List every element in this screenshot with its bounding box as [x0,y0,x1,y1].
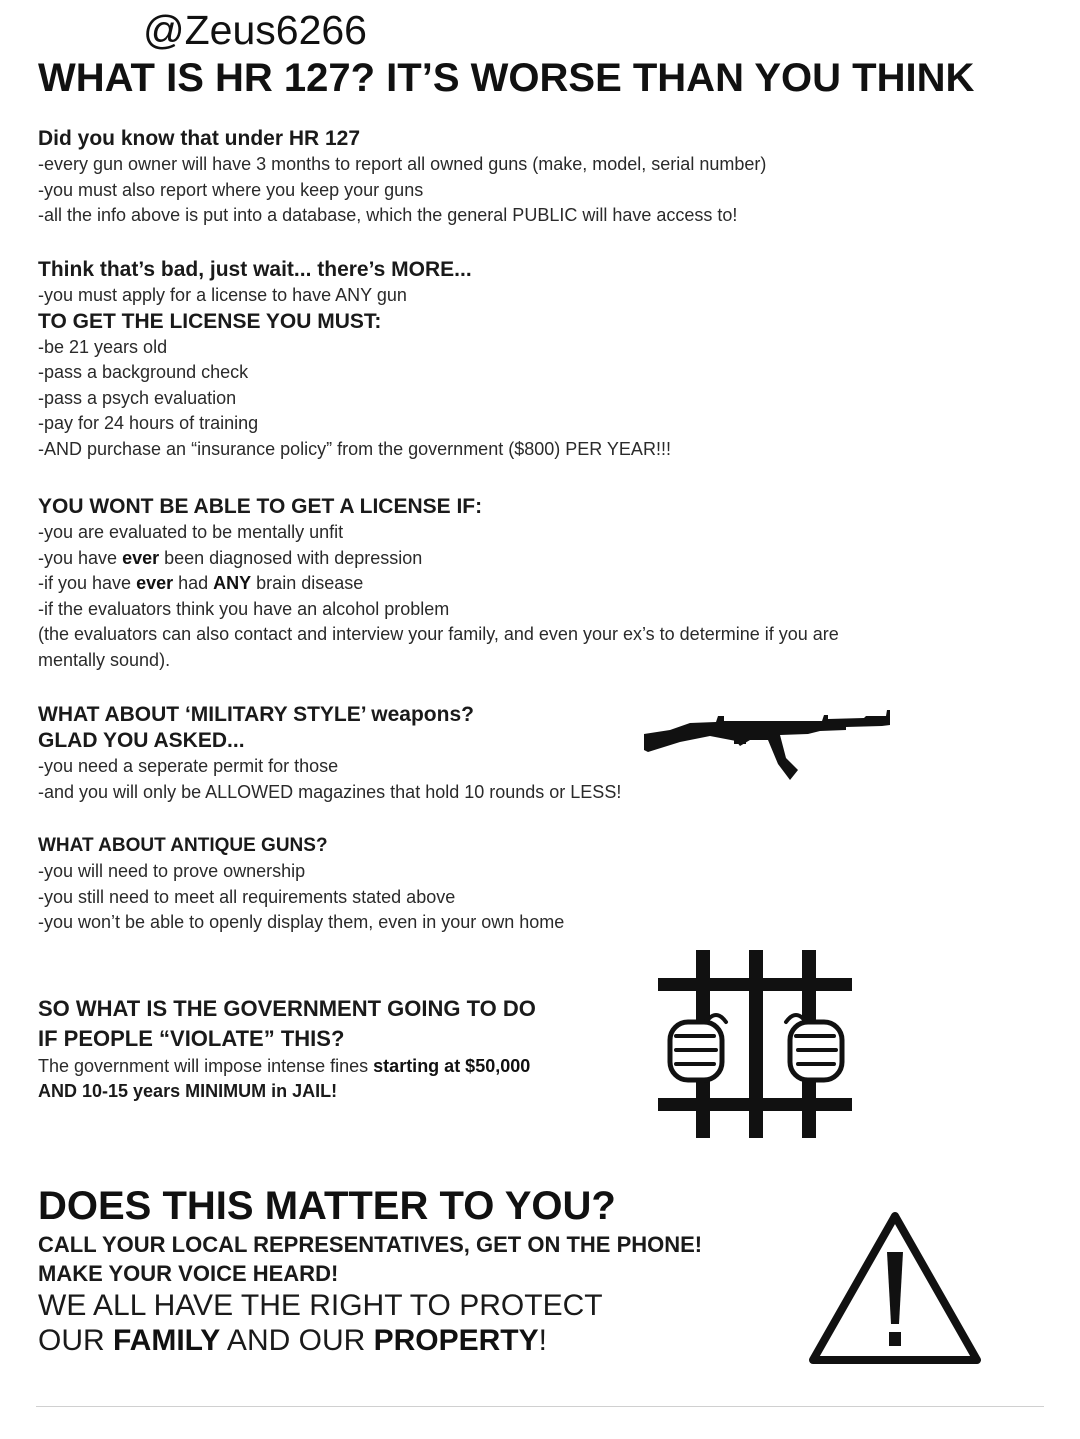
text-line: -you will need to prove ownership [38,861,306,881]
section-license-disqualifiers [38,494,839,673]
cta-line: MAKE YOUR VOICE HEARD! [38,1261,339,1286]
text-line: -you need a seperate permit for those [38,756,339,776]
section-heading: WHAT ABOUT ANTIQUE GUNS? [38,835,328,856]
text-line: AND 10-15 years MINIMUM in JAIL! [38,1081,338,1101]
text-line: -you must also report where you keep your guns [38,179,424,200]
section-hr127-intro [38,126,766,229]
text-line: -AND purchase an “insurance policy” from the government ($800) PER YEAR!!! [38,438,671,459]
page-title: WHAT IS HR 127? IT’S WORSE THAN YOU THINK [38,56,975,100]
text-line: -pay for 24 hours of training [38,413,259,433]
text-line: -you must apply for a license to have ANY gun [38,285,407,305]
cta-line: WE ALL HAVE THE RIGHT TO PROTECT [38,1289,603,1322]
section-heading: YOU WONT BE ABLE TO GET A LICENSE IF: [38,495,483,518]
section-penalties [38,994,536,1105]
section-call-to-action [38,1182,702,1358]
cta-line: CALL YOUR LOCAL REPRESENTATIVES, GET ON THE PHONE! [38,1232,703,1257]
cta-line: OUR FAMILY AND OUR PROPERTY! [38,1324,547,1357]
warning-icon [805,1208,985,1368]
section-heading: GLAD YOU ASKED... [38,729,245,752]
section-heading: Did you know that under HR 127 [38,127,361,150]
text-line: -every gun owner will have 3 months to report all owned guns (make, model, serial number) [38,154,767,174]
section-heading: WHAT ABOUT ‘MILITARY STYLE’ weapons? [38,703,474,726]
text-line: -if you have ever had ANY brain disease [38,573,364,593]
text-line: -you are evaluated to be mentally unfit [38,522,344,542]
text-line: The government will impose intense fines starting at $50,000 [38,1056,531,1076]
section-subheading: TO GET THE LICENSE YOU MUST: [38,309,382,333]
section-heading: Think that’s bad, just wait... there’s MORE... [38,258,472,281]
text-line: -and you will only be ALLOWED magazines that hold 10 rounds or LESS! [38,781,622,802]
text-line: -you have ever been diagnosed with depression [38,547,423,568]
section-heading: IF PEOPLE “VIOLATE” THIS? [38,1026,345,1051]
text-line: -all the info above is put into a database, which the general PUBLIC will have access to! [38,205,738,225]
text-line: -you won’t be able to openly display them, even in your own home [38,912,565,932]
text-line: -pass a background check [38,362,249,382]
text-line: -pass a psych evaluation [38,387,237,408]
username-watermark: @Zeus6266 [143,7,367,53]
section-license-requirements [38,257,671,462]
cta-heading: DOES THIS MATTER TO YOU? [38,1184,616,1228]
section-antique-guns [38,833,564,936]
jail-bars-icon [658,950,854,1140]
section-military-style [38,702,621,805]
divider [36,1406,1044,1407]
text-line: -if the evaluators think you have an alcohol problem [38,598,450,619]
rifle-icon [640,700,895,790]
section-heading: SO WHAT IS THE GOVERNMENT GOING TO DO [38,996,536,1021]
text-line: -be 21 years old [38,336,168,357]
text-line: (the evaluators can also contact and interview your family, and even your ex’s to determine if you are [38,624,839,644]
text-line: -you still need to meet all requirements stated above [38,886,456,907]
text-line: mentally sound). [38,649,171,670]
